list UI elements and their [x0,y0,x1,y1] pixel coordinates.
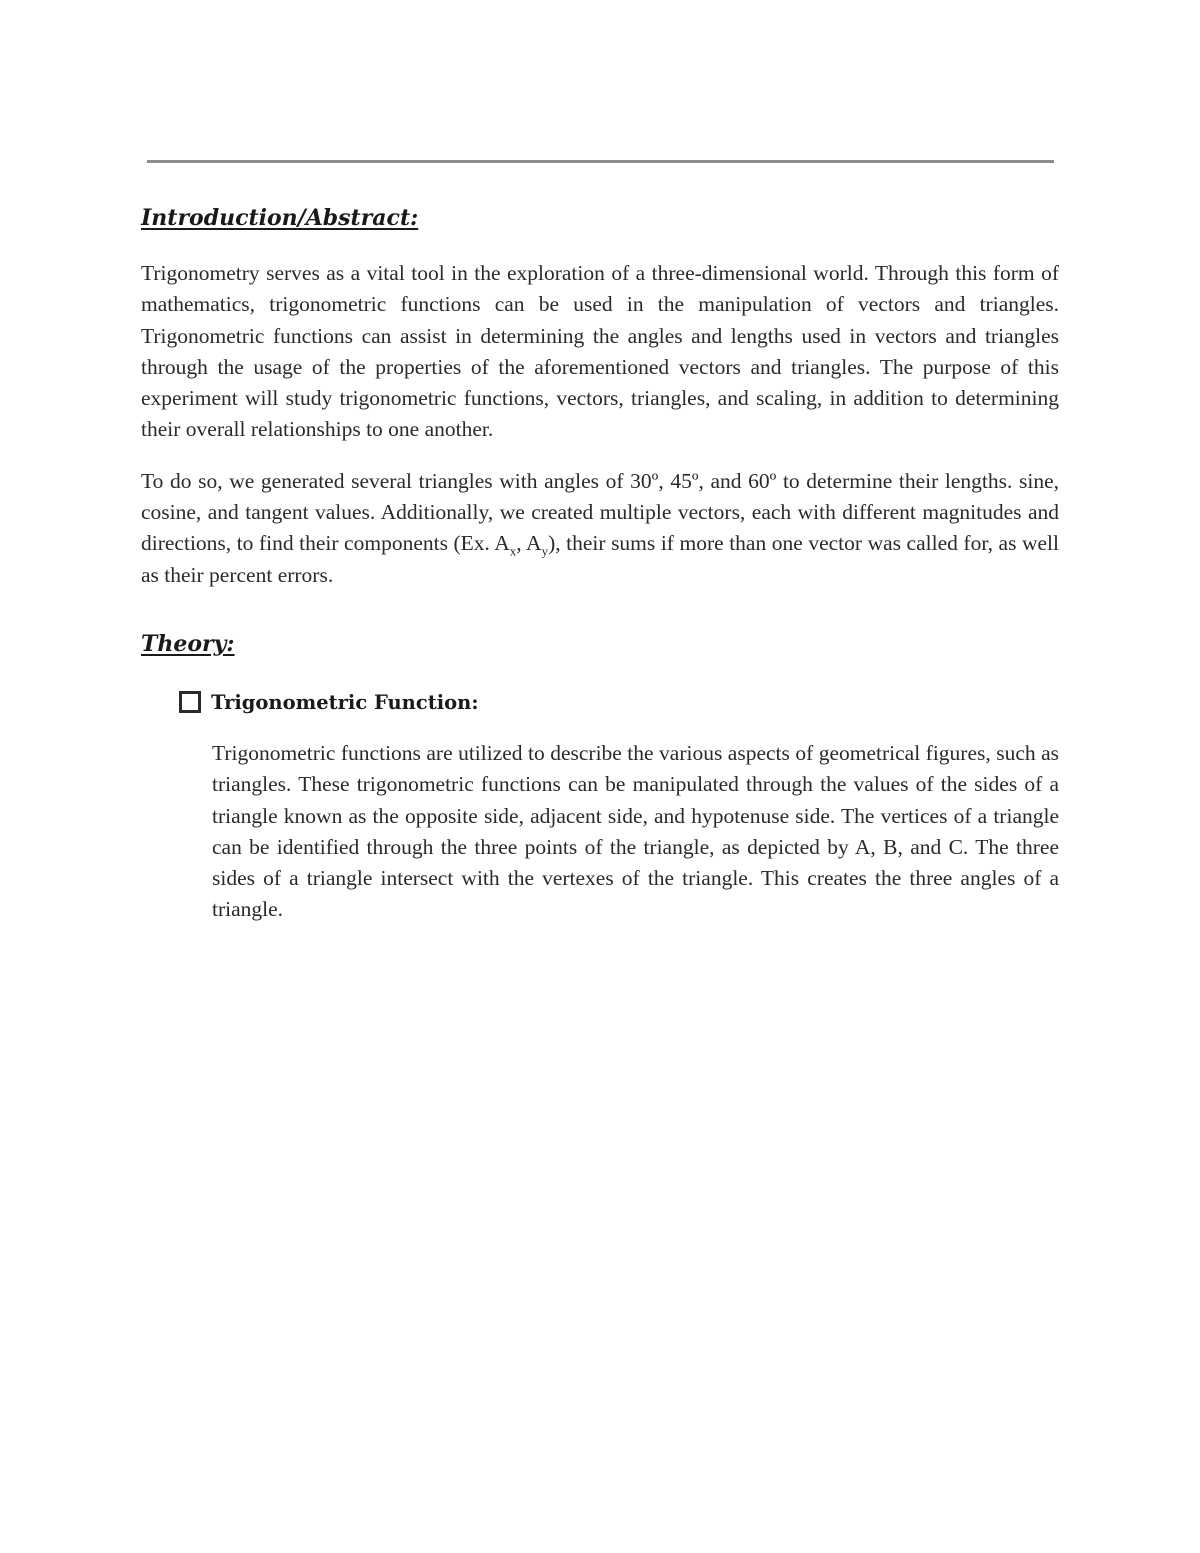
method-text-end: ), their sums if more than one vector was called for, as well as their percent errors. [141,531,1060,587]
trig-function-paragraph: Trigonometric functions are utilized to describe the various aspects of geometrical figures, such as triangles. These trigonometric functions can be manipulated through the values of the sides of a triangle known as the opposite side, adjacent side, and hypotenuse side. The vertices of a triangle can be identified through the three points of the triangle, as depicted by A, B, and C. The three sides of a triangle intersect with the vertexes of the triangle. This creates the three angles of a triangle. [212,740,1059,922]
method-text-start: To do so, we generated several triangles with angles of 30º, 45º, and 60º to determine their lengths. sine, cosine, and tangent values. Additionally, we created multiple vectors, each with different magnitudes and directions, to find their components (Ex. A [141,468,1059,556]
theory-heading: Theory: [141,630,235,657]
method-paragraph [141,466,1059,591]
trig-function-bullet [179,683,1059,723]
intro-paragraph: Trigonometry serves as a vital tool in the exploration of a three-dimensional world. Through this form of mathematics, trigonometric functions can be used in the manipulation of vectors and triangles. Trigonometric functions can assist in determining the angles and lengths used in vectors and triangles through the usage of the properties of the aforementioned vectors and triangles. The purpose of this experiment will study trigonometric functions, vectors, triangles, and scaling, in addition to determining their overall relationships to one another. [141,261,1059,442]
subscript-x: x [509,543,517,559]
method-text-sep: , A [516,531,542,556]
document-body [141,196,1059,926]
intro-heading: Introduction/Abstract: [141,205,419,231]
subscript-y: y [541,543,549,559]
header-rule [147,160,1054,163]
checkbox-icon [179,691,201,713]
trig-function-label: Trigonometric Function: [211,691,479,715]
